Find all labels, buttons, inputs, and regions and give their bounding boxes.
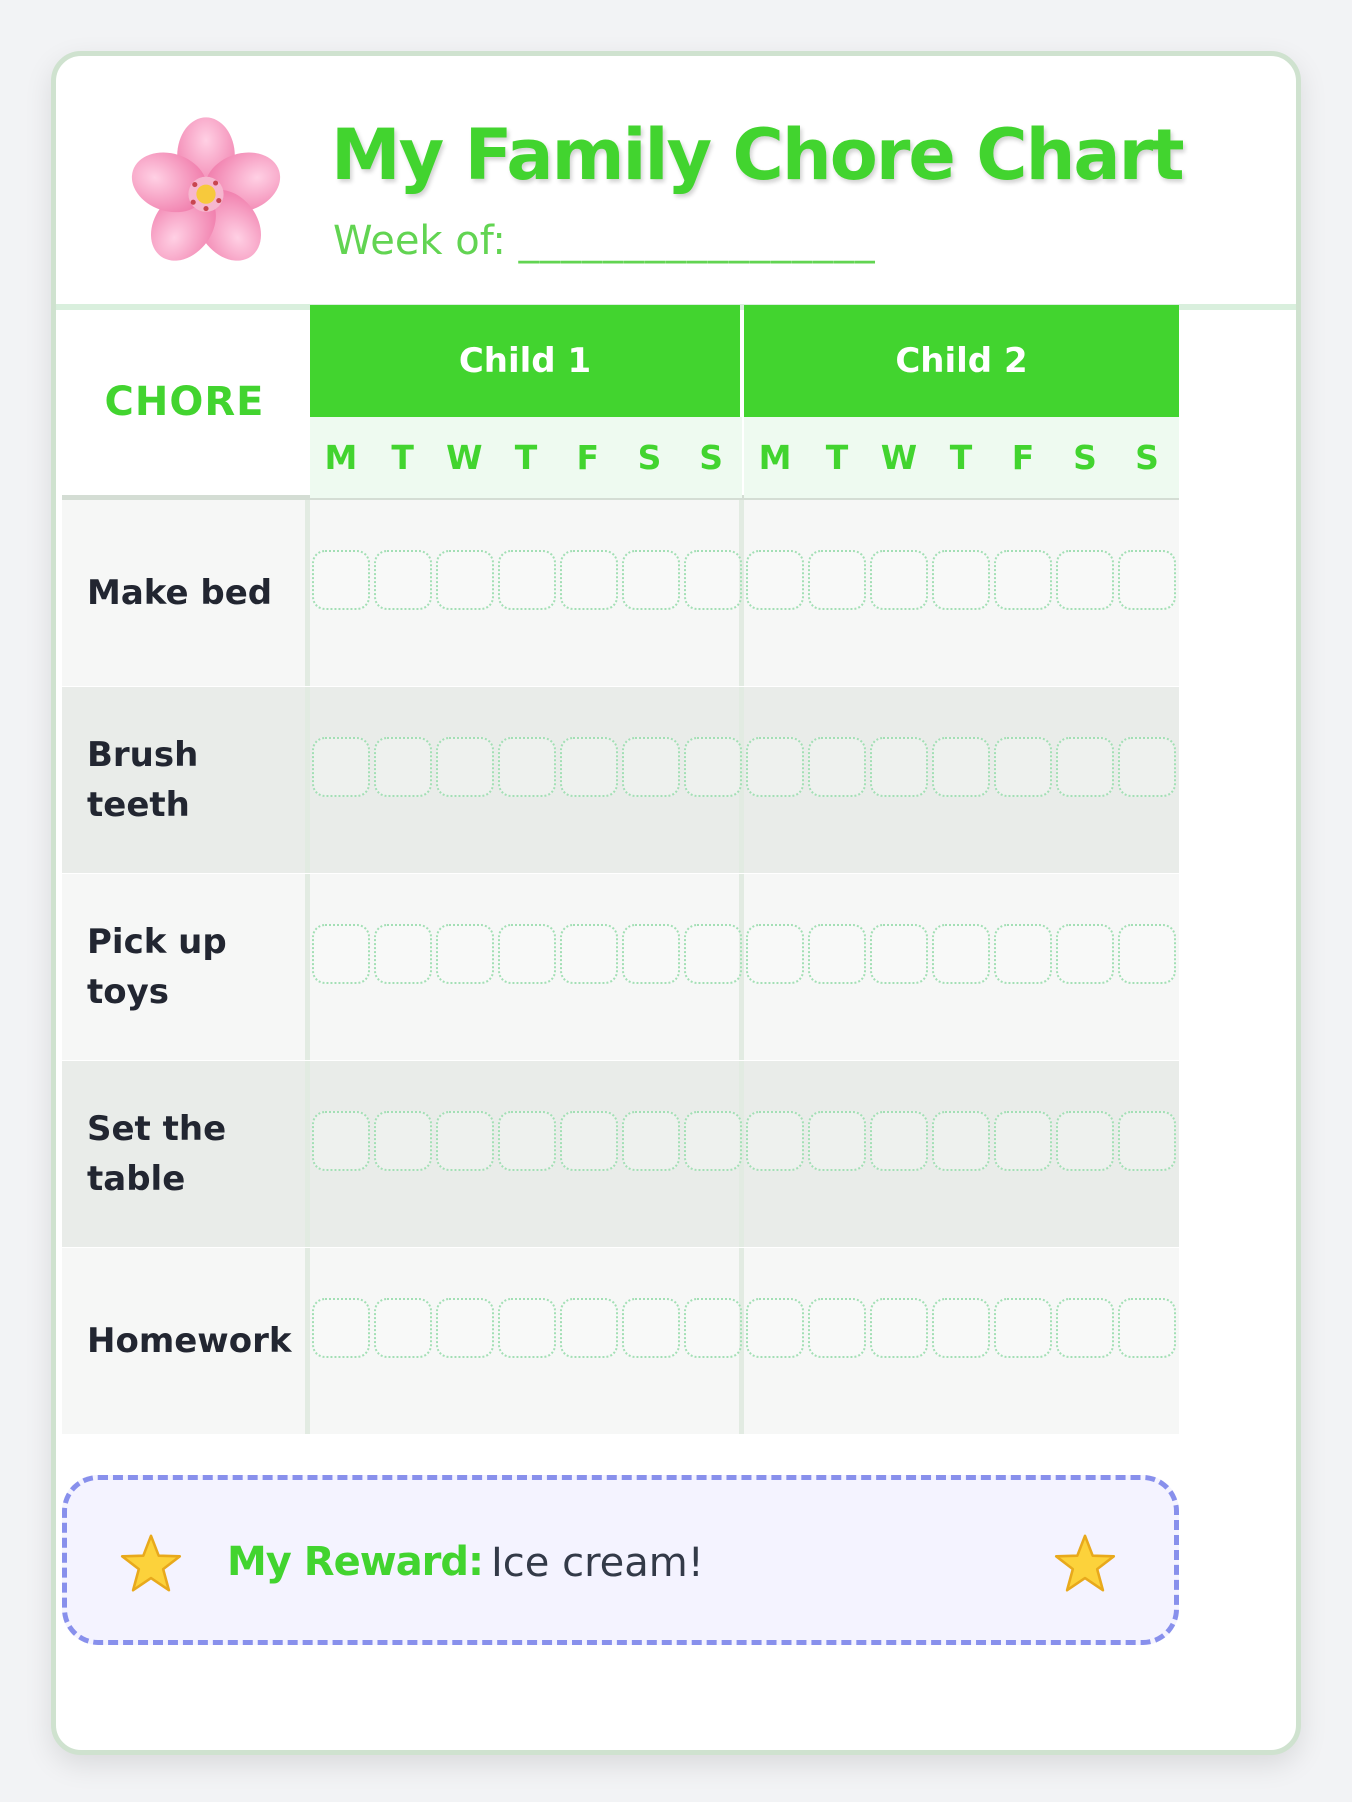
chore-row: [62, 874, 1179, 1060]
day-label: T: [949, 438, 973, 477]
chore-checkbox[interactable]: [374, 550, 432, 610]
chore-checkbox[interactable]: [746, 737, 804, 797]
chore-checkbox[interactable]: [622, 924, 680, 984]
chore-checkbox[interactable]: [312, 737, 370, 797]
chore-label-cell: [62, 874, 307, 1060]
chore-checkbox[interactable]: [684, 737, 742, 797]
star-icon: [1053, 1532, 1117, 1596]
chore-checkbox[interactable]: [560, 1111, 618, 1171]
chore-checkbox[interactable]: [1056, 924, 1114, 984]
chore-checkbox[interactable]: [1118, 1298, 1176, 1358]
checkbox-group: [310, 737, 744, 799]
chore-checkbox[interactable]: [622, 737, 680, 797]
chore-checkbox[interactable]: [560, 1298, 618, 1358]
chore-checkbox[interactable]: [808, 1111, 866, 1171]
chart-header: [56, 56, 1296, 310]
chore-checkbox[interactable]: [560, 924, 618, 984]
chore-checkbox[interactable]: [622, 1298, 680, 1358]
day-label: F: [576, 438, 599, 477]
chore-checkbox[interactable]: [746, 924, 804, 984]
chore-checkbox[interactable]: [746, 550, 804, 610]
checkbox-group: [310, 924, 744, 986]
chore-label: Set the table: [87, 1109, 227, 1199]
chore-checkbox[interactable]: [1118, 924, 1176, 984]
chore-checkbox[interactable]: [808, 550, 866, 610]
chore-row: [62, 1061, 1179, 1247]
chore-checkbox[interactable]: [994, 1298, 1052, 1358]
chore-checkbox[interactable]: [870, 737, 928, 797]
checkbox-group: [310, 1298, 744, 1360]
chore-checkbox[interactable]: [498, 550, 556, 610]
child-header-1: Child 1: [310, 305, 740, 417]
chore-label: Homework: [87, 1321, 292, 1361]
day-label: T: [514, 438, 538, 477]
chore-checkbox[interactable]: [1056, 1111, 1114, 1171]
chore-checkbox[interactable]: [498, 737, 556, 797]
day-label: M: [758, 438, 792, 477]
chore-checkbox[interactable]: [1056, 550, 1114, 610]
checkbox-group: [744, 924, 1178, 986]
checkbox-group: [310, 550, 744, 612]
chore-checkbox[interactable]: [374, 924, 432, 984]
chore-checkbox[interactable]: [622, 1111, 680, 1171]
day-label: M: [324, 438, 358, 477]
chore-checkbox[interactable]: [436, 737, 494, 797]
chore-checkbox[interactable]: [994, 550, 1052, 610]
chore-checkbox[interactable]: [1118, 737, 1176, 797]
day-label: S: [1135, 438, 1159, 477]
chore-checkbox[interactable]: [436, 924, 494, 984]
chore-checkbox[interactable]: [808, 924, 866, 984]
chore-checkbox[interactable]: [374, 737, 432, 797]
day-label: T: [391, 438, 414, 477]
chore-checkbox[interactable]: [560, 737, 618, 797]
chore-checkbox[interactable]: [746, 1298, 804, 1358]
chore-column-header: CHORE: [104, 378, 265, 425]
chore-checkbox[interactable]: [870, 924, 928, 984]
chore-label: Make bed: [87, 573, 273, 613]
chore-checkbox[interactable]: [994, 737, 1052, 797]
checkbox-group: [744, 1298, 1178, 1360]
chore-checkbox[interactable]: [684, 1298, 742, 1358]
chore-checkbox[interactable]: [932, 1111, 990, 1171]
chore-checkbox[interactable]: [994, 1111, 1052, 1171]
reward-box: [62, 1475, 1179, 1645]
chore-checkbox[interactable]: [932, 924, 990, 984]
chore-checkbox[interactable]: [808, 737, 866, 797]
checkbox-group: [744, 550, 1178, 612]
chore-checkbox[interactable]: [312, 1298, 370, 1358]
chore-checkbox[interactable]: [746, 1111, 804, 1171]
chore-checkbox[interactable]: [312, 1111, 370, 1171]
chore-row: [62, 500, 1179, 686]
chore-checkbox[interactable]: [560, 550, 618, 610]
reward-value[interactable]: Ice cream!: [491, 1540, 704, 1586]
day-label: W: [880, 438, 918, 477]
chore-checkbox[interactable]: [498, 924, 556, 984]
checkbox-group: [310, 1111, 744, 1173]
chore-checkbox[interactable]: [684, 924, 742, 984]
chore-checkbox[interactable]: [436, 550, 494, 610]
chart-title: My Family Chore Chart: [331, 114, 1183, 196]
chore-checkbox[interactable]: [622, 550, 680, 610]
chore-checkbox[interactable]: [808, 1298, 866, 1358]
chore-checkbox[interactable]: [932, 1298, 990, 1358]
chore-checkbox[interactable]: [932, 737, 990, 797]
chore-checkbox[interactable]: [498, 1298, 556, 1358]
day-label: W: [446, 438, 483, 477]
chore-checkbox[interactable]: [1056, 1298, 1114, 1358]
week-field[interactable]: [333, 218, 876, 264]
chore-checkbox[interactable]: [312, 550, 370, 610]
chore-row: [62, 1248, 1179, 1434]
chore-checkbox[interactable]: [436, 1298, 494, 1358]
chore-checkbox[interactable]: [1118, 1111, 1176, 1171]
chore-checkbox[interactable]: [994, 924, 1052, 984]
chore-checkbox[interactable]: [870, 1298, 928, 1358]
day-header-row: [744, 417, 1179, 498]
chore-label-cell: [62, 1248, 307, 1434]
chore-checkbox[interactable]: [374, 1298, 432, 1358]
chore-label-cell: [62, 1061, 307, 1247]
reward-label: My Reward:: [227, 1539, 484, 1585]
chore-checkbox[interactable]: [870, 550, 928, 610]
chore-checkbox[interactable]: [684, 550, 742, 610]
day-label: T: [825, 438, 849, 477]
chore-checkbox[interactable]: [1118, 550, 1176, 610]
day-label: S: [637, 438, 662, 477]
star-icon: [119, 1532, 183, 1596]
chore-checkbox[interactable]: [870, 1111, 928, 1171]
checkbox-group: [744, 737, 1178, 799]
chore-checkbox[interactable]: [498, 1111, 556, 1171]
chore-label-cell: [62, 687, 307, 873]
week-blank-line: _________________: [518, 218, 876, 264]
chore-label-cell: [62, 500, 307, 686]
week-label: Week of:: [333, 218, 506, 264]
chore-checkbox[interactable]: [312, 924, 370, 984]
chore-checkbox[interactable]: [436, 1111, 494, 1171]
chore-row: [62, 687, 1179, 873]
chore-checkbox[interactable]: [1056, 737, 1114, 797]
child-header-2: Child 2: [744, 305, 1179, 417]
day-label: F: [1011, 438, 1035, 477]
day-label: S: [699, 438, 724, 477]
day-header-row: [310, 417, 742, 498]
cherry-blossom-icon: [126, 111, 286, 271]
chore-label: Pick up toys: [87, 922, 227, 1012]
chore-checkbox[interactable]: [932, 550, 990, 610]
day-label: S: [1073, 438, 1097, 477]
chore-checkbox[interactable]: [684, 1111, 742, 1171]
chore-label: Brush teeth: [87, 735, 199, 825]
checkbox-group: [744, 1111, 1178, 1173]
chore-checkbox[interactable]: [374, 1111, 432, 1171]
